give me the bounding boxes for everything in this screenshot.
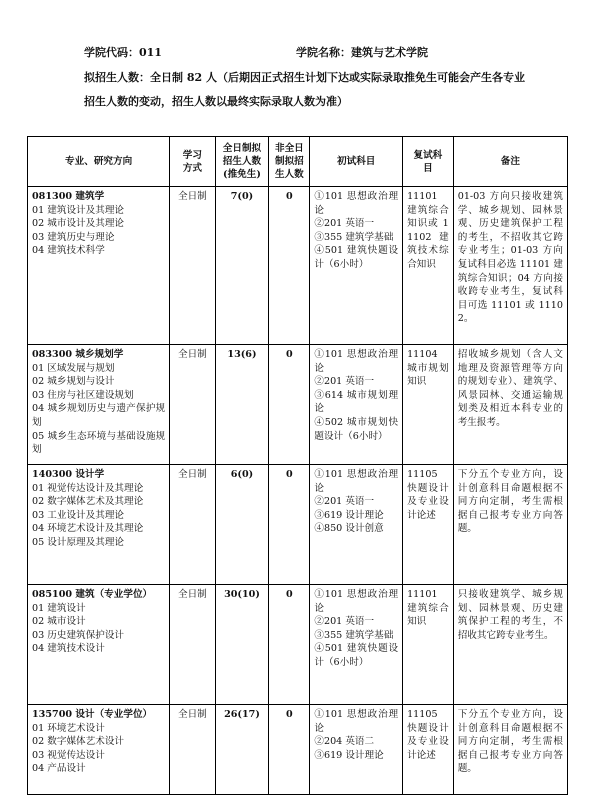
fulltime-quota: 7(0) — [230, 191, 254, 202]
retest-subject-cell — [403, 187, 454, 345]
fulltime-quota: 13(6) — [227, 349, 257, 360]
exam-subjects-cell — [310, 465, 403, 585]
research-direction: 04 环境艺术设计及其理论 — [32, 523, 144, 535]
major-cell — [28, 345, 170, 465]
col-header-line: 招生人数 — [222, 156, 262, 167]
major-title: 135700 设计（专业学位） — [32, 709, 153, 720]
parttime-quota-cell — [269, 345, 310, 465]
col-header-exam — [310, 137, 403, 187]
research-direction: 01 视觉传达设计及其理论 — [32, 482, 144, 494]
exam-subject: ①101 思想政治理论 — [314, 191, 399, 216]
col-header-parttime — [269, 137, 310, 187]
research-direction: 02 城市设计及其理论 — [32, 218, 125, 230]
parttime-quota-cell — [269, 585, 310, 705]
research-direction: 04 建筑技术科学 — [32, 245, 105, 257]
fulltime-quota-cell — [215, 187, 269, 345]
retest-subject-cell — [403, 465, 454, 585]
major-title: 081300 建筑学 — [32, 191, 105, 202]
col-header-line: (推免生) — [223, 169, 261, 180]
major-cell — [28, 705, 170, 795]
col-header-line: 备注 — [500, 156, 520, 167]
col-header-major — [28, 137, 170, 187]
research-direction: 03 历史建筑保护设计 — [32, 629, 125, 641]
study-mode-cell — [170, 465, 215, 585]
fulltime-quota: 6(0) — [230, 469, 254, 480]
research-direction: 01 环境艺术设计 — [32, 722, 105, 734]
note-cell — [453, 585, 567, 705]
research-direction: 03 住房与社区建设规划 — [32, 389, 134, 401]
exam-subject: ③619 设计理论 — [314, 509, 384, 521]
research-direction: 03 视觉传达设计 — [32, 749, 105, 761]
parttime-quota: 0 — [286, 349, 293, 360]
exam-subjects-cell — [310, 345, 403, 465]
exam-subject: ③619 设计理论 — [314, 749, 384, 761]
retest-subject: 11104 城市规划知识 — [407, 349, 449, 388]
admissions-table — [27, 136, 568, 795]
note-cell — [453, 187, 567, 345]
col-header-major-text: 专业、研究方向 — [65, 156, 133, 167]
note-text: 招收城乡规划（含人文地理及资源管理等方向的规划专业）、建筑学、风景园林、交通运输规划类及相近本科专业的考生报考。 — [457, 349, 563, 428]
col-header-line: 初试科目 — [337, 156, 376, 167]
exam-subject: ④501 建筑快题设计（6小时） — [314, 643, 399, 668]
major-cell — [28, 465, 170, 585]
research-direction: 02 城市设计 — [32, 616, 86, 628]
major-title: 083300 城乡规划学 — [32, 349, 124, 360]
school-name: 学院名称：建筑与艺术学院 — [296, 46, 428, 59]
col-header-line: 目 — [423, 162, 433, 174]
col-header-line: 学习 — [182, 149, 202, 161]
col-header-study-mode — [170, 137, 215, 187]
major-cell — [28, 585, 170, 705]
col-header-line: 非全日 — [275, 143, 304, 154]
research-direction: 04 城乡规划历史与遗产保护规划 — [32, 403, 166, 428]
exam-subject: ④850 设计创意 — [314, 523, 384, 535]
col-header-line: 制拟招 — [275, 156, 304, 167]
retest-subject-cell — [403, 345, 454, 465]
table-row — [28, 345, 568, 465]
parttime-quota-cell — [269, 705, 310, 795]
retest-subject: 11101 建筑综合知识或 11102 建筑技术综合知识 — [407, 191, 449, 270]
research-direction: 05 设计原理及其理论 — [32, 536, 125, 548]
exam-subjects-cell — [310, 705, 403, 795]
exam-subjects-cell — [310, 585, 403, 705]
table-header-row — [28, 137, 568, 187]
major-cell — [28, 187, 170, 345]
table-row — [28, 705, 568, 795]
note-cell — [453, 345, 567, 465]
major-title: 140300 设计学 — [32, 469, 105, 480]
parttime-quota-cell — [269, 465, 310, 585]
research-direction: 04 产品设计 — [32, 763, 86, 775]
exam-subject: ①101 思想政治理论 — [314, 349, 399, 374]
col-header-fulltime — [215, 137, 269, 187]
research-direction: 01 区域发展与规划 — [32, 362, 115, 374]
study-mode: 全日制 — [178, 191, 207, 202]
school-code: 学院代码：011 — [84, 46, 162, 59]
table-row — [28, 465, 568, 585]
exam-subject: ③355 建筑学基础 — [314, 629, 394, 641]
research-direction: 04 建筑技术设计 — [32, 643, 105, 655]
note-text: 下分五个专业方向，设计创意科目命题根据不同方向定制，考生需根据自己报考专业方向答题。 — [457, 469, 563, 535]
parttime-quota: 0 — [286, 589, 293, 600]
exam-subject: ③614 城市规划理论 — [314, 389, 399, 415]
note-text: 01-03 方向只接收建筑学、城乡规划、园林景观、历史建筑保护工程的考生，不招收其它跨专业考生；01-03 方向复试科目必选 11101 建筑综合知识；04 方向接收跨专业考生，复试科目可选 11101 或 11102。 — [457, 191, 563, 325]
fulltime-quota-cell — [215, 465, 269, 585]
note-cell — [453, 705, 567, 795]
exam-subject: ③355 建筑学基础 — [314, 231, 394, 243]
research-direction: 02 数字媒体艺术及其理论 — [32, 496, 144, 508]
research-direction: 03 建筑历史与理论 — [32, 231, 115, 243]
study-mode: 全日制 — [178, 469, 207, 480]
table-row — [28, 187, 568, 345]
study-mode-cell — [170, 705, 215, 795]
exam-subject: ②201 英语一 — [314, 496, 375, 508]
retest-subject-cell — [403, 705, 454, 795]
exam-subject: ④502 城市规划快题设计（6小时） — [314, 416, 399, 442]
fulltime-quota-cell — [215, 345, 269, 465]
retest-subject: 11105 快题设计及专业设计论述 — [407, 709, 449, 761]
study-mode: 全日制 — [178, 349, 207, 360]
research-direction: 03 工业设计及其理论 — [32, 509, 125, 521]
col-header-retest — [403, 137, 454, 187]
research-direction: 01 建筑设计及其理论 — [32, 204, 125, 216]
fulltime-quota: 26(17) — [224, 709, 260, 720]
parttime-quota: 0 — [286, 469, 293, 480]
exam-subject: ②201 英语一 — [314, 218, 375, 230]
exam-subject: ②204 英语二 — [314, 736, 375, 748]
study-mode-cell — [170, 187, 215, 345]
study-mode-cell — [170, 345, 215, 465]
study-mode: 全日制 — [178, 709, 207, 720]
note-text: 只接收建筑学、城乡规划、园林景观、历史建筑保护工程的考生，不招收其它跨专业考生。 — [457, 589, 563, 641]
fulltime-quota-cell — [215, 705, 269, 795]
enrollment-plan-line-2: 招生人数的变动，招生人数以最终实际录取人数为准） — [84, 95, 348, 108]
parttime-quota-cell — [269, 187, 310, 345]
col-header-line: 全日制拟 — [222, 143, 262, 154]
col-header-line: 生人数 — [275, 169, 304, 180]
research-direction: 02 城乡规划与设计 — [32, 376, 115, 388]
fulltime-quota: 30(10) — [224, 589, 260, 600]
fulltime-quota-cell — [215, 585, 269, 705]
exam-subject: ①101 思想政治理论 — [314, 469, 399, 494]
retest-subject-cell — [403, 585, 454, 705]
col-header-note — [453, 137, 567, 187]
enrollment-plan-line-1: 拟招生人数：全日制 82 人（后期因正式招生计划下达或实际录取推免生可能会产生各专业 — [84, 71, 525, 84]
exam-subject: ④501 建筑快题设计（6小时） — [314, 245, 399, 270]
parttime-quota: 0 — [286, 709, 293, 720]
parttime-quota: 0 — [286, 191, 293, 202]
exam-subject: ②201 英语一 — [314, 376, 375, 388]
note-text: 下分五个专业方向，设计创意科目命题根据不同方向定制，考生需根据自己报考专业方向答题。 — [457, 709, 563, 775]
study-mode-cell — [170, 585, 215, 705]
retest-subject: 11105 快题设计及专业设计论述 — [407, 469, 449, 521]
col-header-line: 方式 — [182, 162, 202, 174]
exam-subject: ②201 英语一 — [314, 616, 375, 628]
study-mode: 全日制 — [178, 589, 207, 600]
col-header-line: 复试科 — [413, 149, 443, 161]
research-direction: 01 建筑设计 — [32, 602, 86, 614]
exam-subject: ①101 思想政治理论 — [314, 589, 399, 614]
major-title: 085100 建筑（专业学位） — [32, 589, 153, 600]
research-direction: 05 城乡生态环境与基础设施规划 — [32, 430, 166, 456]
research-direction: 02 数字媒体艺术设计 — [32, 736, 125, 748]
exam-subjects-cell — [310, 187, 403, 345]
table-row — [28, 585, 568, 705]
note-cell — [453, 465, 567, 585]
retest-subject: 11101 建筑综合知识 — [407, 589, 449, 628]
exam-subject: ①101 思想政治理论 — [314, 709, 399, 734]
